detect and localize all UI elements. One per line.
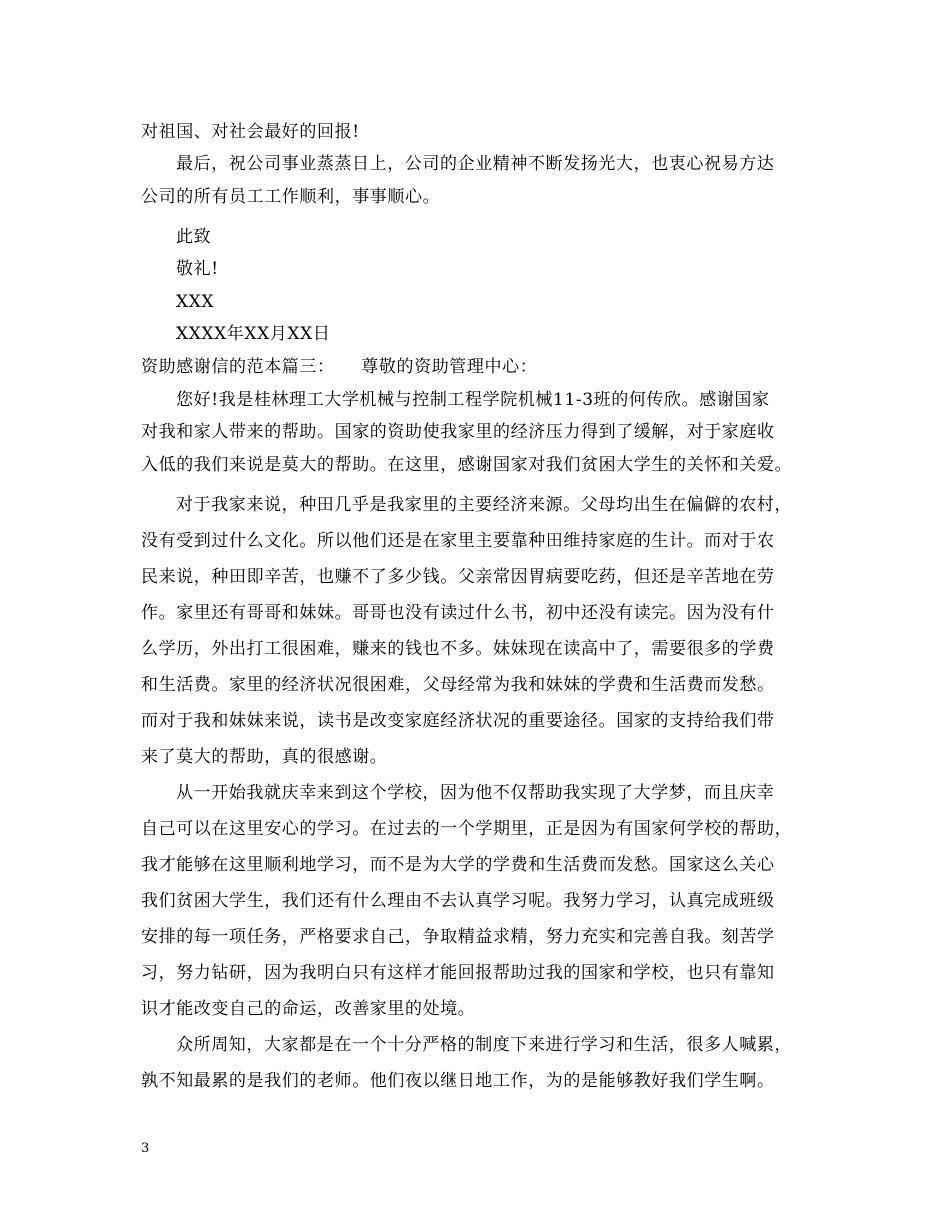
text-line-3: 公司的所有员工工作顺利，事事顺心。 xyxy=(141,187,441,207)
text-line-13: 没有受到过什么文化。所以他们还是在家里主要靠种田维持家庭的生计。而对于农 xyxy=(141,531,775,551)
text-line-24: 安排的每一项任务，严格要求自己，争取精益求精，努力充实和完善自我。刻苦学 xyxy=(141,927,775,947)
text-line-27: 众所周知，大家都是在一个十分严格的制度下来进行学习和生活，很多人喊累， xyxy=(176,1035,792,1055)
text-line-17: 和生活费。家里的经济状况很困难，父母经常为我和妹妹的学费和生活费而发愁。 xyxy=(141,675,775,695)
text-line-23: 我们贫困大学生，我们还有什么理由不去认真学习呢。我努力学习，认真完成班级 xyxy=(141,891,775,911)
closing-phrase: 此致 xyxy=(176,227,212,247)
text-line-26: 识才能改变自己的命运，改善家里的处境。 xyxy=(141,999,476,1019)
text-line-25: 习，努力钻研，因为我明白只有这样才能回报帮助过我的国家和学校，也只有靠知 xyxy=(141,963,775,983)
text-line-28: 孰不知最累的是我们的老师。他们夜以继日地工作，为的是能够教好我们学生啊。 xyxy=(141,1071,775,1091)
text-line-20: 从一开始我就庆幸来到这个学校，因为他不仅帮助我实现了大学梦，而且庆幸 xyxy=(176,783,775,803)
text-line-16: 么学历，外出打工很困难，赚来的钱也不多。妹妹现在读高中了，需要很多的学费 xyxy=(141,639,775,659)
text-line-19: 来了莫大的帮助，真的很感谢。 xyxy=(141,747,388,767)
text-line-21: 自己可以在这里安心的学习。在过去的一个学期里，正是因为有国家何学校的帮助， xyxy=(141,819,793,839)
date-line: XXXX年XX月XX日 xyxy=(176,324,331,344)
text-line-12: 对于我家来说，种田几乎是我家里的主要经济来源。父母均出生在偏僻的农村， xyxy=(176,495,792,515)
text-line-1: 对祖国、对社会最好的回报! xyxy=(141,122,360,142)
text-line-11: 入低的我们来说是莫大的帮助。在这里，感谢国家对我们贫困大学生的关怀和关爱。 xyxy=(141,455,793,475)
text-line-14: 民来说，种田即辛苦，也赚不了多少钱。父亲常因胃病要吃药，但还是辛苦地在劳 xyxy=(141,567,775,587)
salutation: 敬礼! xyxy=(176,259,219,279)
signature: XXX xyxy=(176,292,215,312)
section-heading: 资助感谢信的范本篇三： 尊敬的资助管理中心： xyxy=(141,357,538,377)
text-line-18: 而对于我和妹妹来说，读书是改变家庭经济状况的重要途径。国家的支持给我们带 xyxy=(141,711,775,731)
text-line-22: 我才能够在这里顺利地学习，而不是为大学的学费和生活费而发愁。国家这么关心 xyxy=(141,855,775,875)
text-line-15: 作。家里还有哥哥和妹妹。哥哥也没有读过什么书，初中还没有读完。因为没有什 xyxy=(141,603,775,623)
text-line-10: 对我和家人带来的帮助。国家的资助使我家里的经济压力得到了缓解，对于家庭收 xyxy=(141,422,775,442)
page-number: 3 xyxy=(141,1141,150,1156)
text-line-2: 最后，祝公司事业蒸蒸日上，公司的企业精神不断发扬光大，也衷心祝易方达 xyxy=(176,154,775,174)
text-line-9: 您好!我是桂林理工大学机械与控制工程学院机械11-3班的何传欣。感谢国家 xyxy=(176,390,770,410)
